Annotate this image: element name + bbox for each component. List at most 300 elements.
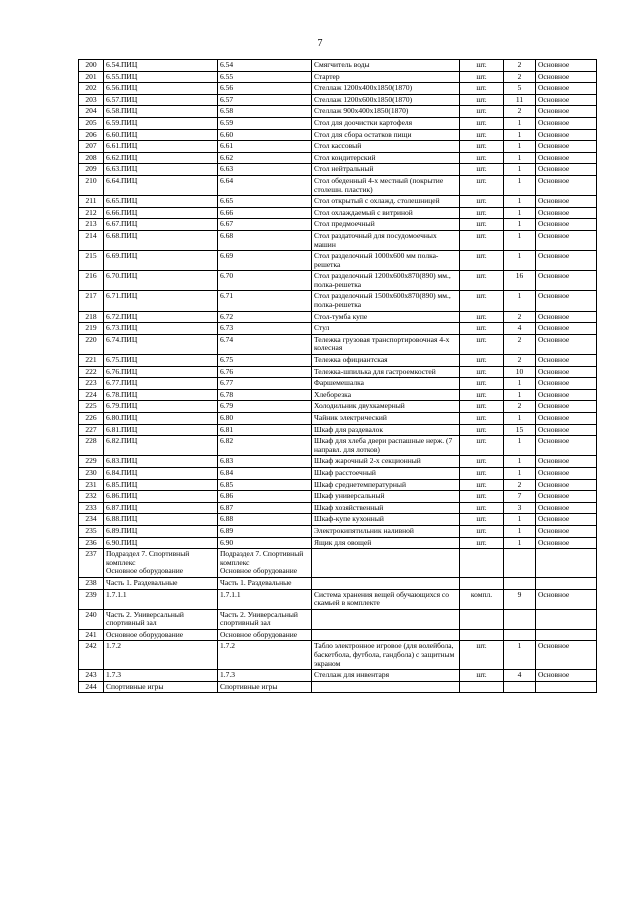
item-reference: 6.83: [218, 456, 312, 468]
item-reference: 6.57: [218, 94, 312, 106]
item-type: Основное: [536, 413, 597, 425]
item-name: Чайник электрический: [312, 413, 460, 425]
item-unit: шт.: [460, 311, 504, 323]
row-number: 215: [79, 251, 104, 271]
item-code: 6.73.ПИЦ: [104, 323, 218, 335]
item-code: 6.69.ПИЦ: [104, 251, 218, 271]
item-name: Тележка-шпилька для гастроемкостей: [312, 366, 460, 378]
item-code: 6.56.ПИЦ: [104, 83, 218, 95]
item-reference: 6.89: [218, 525, 312, 537]
item-quantity: 1: [504, 141, 536, 153]
table-row: [79, 641, 597, 670]
row-number: 214: [79, 230, 104, 250]
item-code: 6.84.ПИЦ: [104, 467, 218, 479]
item-reference: 6.70: [218, 271, 312, 291]
item-quantity: 4: [504, 670, 536, 682]
item-quantity: 1: [504, 219, 536, 231]
item-quantity: 3: [504, 502, 536, 514]
item-reference: 6.82: [218, 436, 312, 456]
row-number: 207: [79, 141, 104, 153]
row-number: 204: [79, 106, 104, 118]
table-row: [79, 207, 597, 219]
item-name: Шкаф жарочный 2-х секционный: [312, 456, 460, 468]
item-code: 6.68.ПИЦ: [104, 230, 218, 250]
row-number: 244: [79, 681, 104, 693]
item-name: Шкаф-купе кухонный: [312, 514, 460, 526]
item-type: Основное: [536, 491, 597, 503]
item-type: Основное: [536, 355, 597, 367]
item-reference: 6.80: [218, 413, 312, 425]
item-name: Стеллаж 1200х600х1850(1870): [312, 94, 460, 106]
table-row: [79, 549, 597, 578]
table-row: [79, 141, 597, 153]
item-unit: шт.: [460, 175, 504, 195]
row-number: 232: [79, 491, 104, 503]
item-code: 6.64.ПИЦ: [104, 175, 218, 195]
item-name: Стол открытый с охлажд. столешницей: [312, 196, 460, 208]
item-name: Холодильник двухкамерный: [312, 401, 460, 413]
item-quantity: 9: [504, 589, 536, 609]
item-name: Стеллаж для инвентаря: [312, 670, 460, 682]
item-quantity: 1: [504, 152, 536, 164]
item-name: Шкаф для раздевалок: [312, 424, 460, 436]
item-unit: шт.: [460, 94, 504, 106]
item-name: Тележка грузовая транспортировочная 4-х колесная: [312, 334, 460, 354]
item-code: 6.62.ПИЦ: [104, 152, 218, 164]
row-number: 208: [79, 152, 104, 164]
item-type: Основное: [536, 129, 597, 141]
item-name: Стол раздаточный для посудомоечных машин: [312, 230, 460, 250]
item-reference: 6.55: [218, 71, 312, 83]
item-reference: Подраздел 7. Спортивный комплекс Основное оборудование: [218, 549, 312, 578]
item-reference: 6.63: [218, 164, 312, 176]
table-row: [79, 71, 597, 83]
item-quantity: 1: [504, 456, 536, 468]
item-unit: шт.: [460, 401, 504, 413]
item-code: 6.61.ПИЦ: [104, 141, 218, 153]
item-code: 6.57.ПИЦ: [104, 94, 218, 106]
item-name: Стол нейтральный: [312, 164, 460, 176]
item-type: Основное: [536, 537, 597, 549]
item-quantity: 1: [504, 514, 536, 526]
row-number: 222: [79, 366, 104, 378]
item-type: Основное: [536, 175, 597, 195]
table-row: [79, 670, 597, 682]
item-reference: Спортивные игры: [218, 681, 312, 693]
item-reference: 6.56: [218, 83, 312, 95]
item-reference: 6.58: [218, 106, 312, 118]
item-name: Стол для доочистки картофеля: [312, 117, 460, 129]
item-name: Стол разделочный 1000х600 мм полка-решетка: [312, 251, 460, 271]
item-quantity: 2: [504, 334, 536, 354]
table-row: [79, 271, 597, 291]
item-reference: 6.74: [218, 334, 312, 354]
item-reference: 1.7.2: [218, 641, 312, 670]
item-quantity: 1: [504, 413, 536, 425]
item-reference: 6.84: [218, 467, 312, 479]
item-reference: 6.54: [218, 60, 312, 72]
table-row: [79, 355, 597, 367]
row-number: 206: [79, 129, 104, 141]
item-reference: 6.88: [218, 514, 312, 526]
item-unit: шт.: [460, 129, 504, 141]
table-row: [79, 323, 597, 335]
table-row: [79, 164, 597, 176]
row-number: 241: [79, 629, 104, 641]
item-name: Смягчитель воды: [312, 60, 460, 72]
item-unit: [460, 549, 504, 578]
item-type: [536, 681, 597, 693]
table-row: [79, 60, 597, 72]
row-number: 203: [79, 94, 104, 106]
item-unit: шт.: [460, 378, 504, 390]
row-number: 239: [79, 589, 104, 609]
item-type: Основное: [536, 141, 597, 153]
item-name: Стол предмоечный: [312, 219, 460, 231]
item-quantity: 1: [504, 436, 536, 456]
item-code: 6.55.ПИЦ: [104, 71, 218, 83]
item-unit: шт.: [460, 456, 504, 468]
item-type: Основное: [536, 196, 597, 208]
item-type: Основное: [536, 164, 597, 176]
item-unit: шт.: [460, 251, 504, 271]
item-code: 6.78.ПИЦ: [104, 389, 218, 401]
item-type: Основное: [536, 589, 597, 609]
item-quantity: 1: [504, 378, 536, 390]
row-number: 243: [79, 670, 104, 682]
item-quantity: 2: [504, 401, 536, 413]
item-name: Шкаф среднетемпературный: [312, 479, 460, 491]
item-reference: 6.85: [218, 479, 312, 491]
item-name: Табло электронное игровое (для волейбола, баскетбола, футбола, гандбола) с защитным экраном: [312, 641, 460, 670]
item-reference: Основное оборудование: [218, 629, 312, 641]
item-unit: шт.: [460, 141, 504, 153]
item-name: Стол кассовый: [312, 141, 460, 153]
item-code: Основное оборудование: [104, 629, 218, 641]
item-unit: [460, 609, 504, 629]
item-quantity: 4: [504, 323, 536, 335]
row-number: 242: [79, 641, 104, 670]
item-name: Шкаф универсальный: [312, 491, 460, 503]
table-row: [79, 502, 597, 514]
table-row: [79, 514, 597, 526]
item-quantity: [504, 549, 536, 578]
item-unit: шт.: [460, 164, 504, 176]
item-code: 6.54.ПИЦ: [104, 60, 218, 72]
item-quantity: 1: [504, 251, 536, 271]
table-row: [79, 219, 597, 231]
equipment-table: [78, 59, 597, 693]
item-quantity: 1: [504, 230, 536, 250]
item-reference: 6.87: [218, 502, 312, 514]
item-unit: шт.: [460, 291, 504, 311]
item-type: Основное: [536, 514, 597, 526]
row-number: 230: [79, 467, 104, 479]
item-quantity: 2: [504, 479, 536, 491]
item-code: 6.63.ПИЦ: [104, 164, 218, 176]
item-name: Стол для сбора остатков пищи: [312, 129, 460, 141]
item-quantity: 7: [504, 491, 536, 503]
item-code: Спортивные игры: [104, 681, 218, 693]
row-number: 233: [79, 502, 104, 514]
item-reference: 6.86: [218, 491, 312, 503]
table-row: [79, 401, 597, 413]
item-name: Шкаф для хлеба двери распашные нерж. (7 направл. для лотков): [312, 436, 460, 456]
item-type: Основное: [536, 641, 597, 670]
item-code: 6.67.ПИЦ: [104, 219, 218, 231]
table-row: [79, 129, 597, 141]
item-unit: шт.: [460, 355, 504, 367]
table-row: [79, 424, 597, 436]
item-reference: 6.64: [218, 175, 312, 195]
item-type: Основное: [536, 389, 597, 401]
item-unit: шт.: [460, 491, 504, 503]
item-quantity: 1: [504, 389, 536, 401]
table-row: [79, 117, 597, 129]
item-quantity: 16: [504, 271, 536, 291]
item-code: 6.58.ПИЦ: [104, 106, 218, 118]
item-reference: 6.60: [218, 129, 312, 141]
item-unit: шт.: [460, 230, 504, 250]
item-quantity: 2: [504, 71, 536, 83]
row-number: 237: [79, 549, 104, 578]
row-number: 201: [79, 71, 104, 83]
item-code: 6.75.ПИЦ: [104, 355, 218, 367]
row-number: 220: [79, 334, 104, 354]
item-quantity: 5: [504, 83, 536, 95]
item-unit: шт.: [460, 219, 504, 231]
item-reference: 6.68: [218, 230, 312, 250]
item-quantity: 1: [504, 164, 536, 176]
row-number: 209: [79, 164, 104, 176]
item-reference: 6.76: [218, 366, 312, 378]
item-type: Основное: [536, 323, 597, 335]
item-unit: шт.: [460, 502, 504, 514]
item-unit: шт.: [460, 413, 504, 425]
item-code: 6.74.ПИЦ: [104, 334, 218, 354]
item-name: Стеллаж 900х400х1850(1870): [312, 106, 460, 118]
item-reference: 1.7.1.1: [218, 589, 312, 609]
item-unit: шт.: [460, 424, 504, 436]
item-code: 6.65.ПИЦ: [104, 196, 218, 208]
item-reference: 6.59: [218, 117, 312, 129]
row-number: 236: [79, 537, 104, 549]
item-unit: шт.: [460, 537, 504, 549]
item-unit: шт.: [460, 334, 504, 354]
item-type: Основное: [536, 436, 597, 456]
item-unit: [460, 629, 504, 641]
item-type: Основное: [536, 60, 597, 72]
row-number: 200: [79, 60, 104, 72]
table-row: [79, 436, 597, 456]
item-type: Основное: [536, 94, 597, 106]
item-name: Система хранения вещей обучающихся со скамьей в комплекте: [312, 589, 460, 609]
item-type: Основное: [536, 424, 597, 436]
item-type: Основное: [536, 152, 597, 164]
table-row: [79, 83, 597, 95]
item-type: Основное: [536, 502, 597, 514]
item-unit: шт.: [460, 152, 504, 164]
item-unit: шт.: [460, 436, 504, 456]
item-unit: шт.: [460, 467, 504, 479]
item-reference: Часть 1. Раздевальные: [218, 577, 312, 589]
item-type: [536, 609, 597, 629]
item-quantity: 1: [504, 175, 536, 195]
table-row: [79, 152, 597, 164]
item-name: Шкаф расстоечный: [312, 467, 460, 479]
item-code: 6.66.ПИЦ: [104, 207, 218, 219]
item-unit: шт.: [460, 106, 504, 118]
item-type: Основное: [536, 366, 597, 378]
item-code: 6.86.ПИЦ: [104, 491, 218, 503]
item-code: 6.76.ПИЦ: [104, 366, 218, 378]
item-code: 6.70.ПИЦ: [104, 271, 218, 291]
item-code: 6.80.ПИЦ: [104, 413, 218, 425]
item-quantity: 2: [504, 311, 536, 323]
item-name: Ящик для овощей: [312, 537, 460, 549]
item-reference: 6.65: [218, 196, 312, 208]
item-reference: 6.69: [218, 251, 312, 271]
row-number: 229: [79, 456, 104, 468]
item-quantity: 1: [504, 641, 536, 670]
item-unit: шт.: [460, 366, 504, 378]
item-code: Часть 1. Раздевальные: [104, 577, 218, 589]
item-quantity: 2: [504, 106, 536, 118]
item-quantity: [504, 681, 536, 693]
item-unit: [460, 577, 504, 589]
item-name: Фаршемешалка: [312, 378, 460, 390]
item-reference: 6.73: [218, 323, 312, 335]
item-quantity: 1: [504, 129, 536, 141]
item-type: [536, 549, 597, 578]
row-number: 224: [79, 389, 104, 401]
item-type: Основное: [536, 670, 597, 682]
item-reference: 6.78: [218, 389, 312, 401]
item-unit: шт.: [460, 271, 504, 291]
row-number: 213: [79, 219, 104, 231]
table-row: [79, 175, 597, 195]
item-code: 6.88.ПИЦ: [104, 514, 218, 526]
item-name: Стол-тумба купе: [312, 311, 460, 323]
item-quantity: 10: [504, 366, 536, 378]
item-name: Электрокипятильник наливной: [312, 525, 460, 537]
item-code: 6.59.ПИЦ: [104, 117, 218, 129]
table-row: [79, 251, 597, 271]
item-quantity: 1: [504, 207, 536, 219]
item-unit: шт.: [460, 323, 504, 335]
item-unit: шт.: [460, 641, 504, 670]
item-reference: 6.67: [218, 219, 312, 231]
item-name: Стул: [312, 323, 460, 335]
item-unit: шт.: [460, 83, 504, 95]
item-unit: шт.: [460, 514, 504, 526]
item-reference: 6.61: [218, 141, 312, 153]
item-unit: шт.: [460, 117, 504, 129]
row-number: 231: [79, 479, 104, 491]
item-unit: шт.: [460, 60, 504, 72]
item-unit: шт.: [460, 525, 504, 537]
row-number: 210: [79, 175, 104, 195]
item-type: Основное: [536, 456, 597, 468]
item-name: Тележка официантская: [312, 355, 460, 367]
item-type: Основное: [536, 378, 597, 390]
item-type: Основное: [536, 467, 597, 479]
item-type: Основное: [536, 207, 597, 219]
row-number: 221: [79, 355, 104, 367]
item-code: 6.71.ПИЦ: [104, 291, 218, 311]
row-number: 216: [79, 271, 104, 291]
item-name: Стеллаж 1200х400х1850(1870): [312, 83, 460, 95]
item-name: Стол разделочный 1500х600х870(890) мм., полка-решетка: [312, 291, 460, 311]
item-quantity: [504, 609, 536, 629]
table-row: [79, 106, 597, 118]
item-reference: 6.90: [218, 537, 312, 549]
item-type: Основное: [536, 230, 597, 250]
item-unit: шт.: [460, 670, 504, 682]
table-row: [79, 378, 597, 390]
item-quantity: [504, 577, 536, 589]
item-unit: компл.: [460, 589, 504, 609]
item-quantity: 2: [504, 355, 536, 367]
row-number: 228: [79, 436, 104, 456]
page-number: 7: [317, 38, 323, 49]
item-code: 6.60.ПИЦ: [104, 129, 218, 141]
item-name: Стартер: [312, 71, 460, 83]
row-number: 205: [79, 117, 104, 129]
item-name: Шкаф хозяйственный: [312, 502, 460, 514]
item-unit: шт.: [460, 207, 504, 219]
table-row: [79, 230, 597, 250]
row-number: 234: [79, 514, 104, 526]
table-row: [79, 467, 597, 479]
table-row: [79, 537, 597, 549]
item-unit: шт.: [460, 389, 504, 401]
item-type: Основное: [536, 219, 597, 231]
item-type: Основное: [536, 251, 597, 271]
table-row: [79, 413, 597, 425]
item-code: 6.89.ПИЦ: [104, 525, 218, 537]
row-number: 235: [79, 525, 104, 537]
item-reference: 6.71: [218, 291, 312, 311]
item-name: [312, 629, 460, 641]
item-unit: шт.: [460, 71, 504, 83]
item-code: 1.7.3: [104, 670, 218, 682]
item-reference: 1.7.3: [218, 670, 312, 682]
row-number: 223: [79, 378, 104, 390]
item-quantity: 15: [504, 424, 536, 436]
item-name: Стол кондитерский: [312, 152, 460, 164]
row-number: 212: [79, 207, 104, 219]
row-number: 219: [79, 323, 104, 335]
row-number: 238: [79, 577, 104, 589]
item-type: Основное: [536, 291, 597, 311]
item-reference: Часть 2. Универсальный спортивный зал: [218, 609, 312, 629]
table-row: [79, 609, 597, 629]
item-type: Основное: [536, 479, 597, 491]
item-name: Стол обеденный 4-х местный (покрытие столешн. пластик): [312, 175, 460, 195]
item-reference: 6.72: [218, 311, 312, 323]
item-name: Стол разделочный 1200х600х870(890) мм., полка-решетка: [312, 271, 460, 291]
item-code: 6.85.ПИЦ: [104, 479, 218, 491]
row-number: 217: [79, 291, 104, 311]
item-name: Стол охлаждаемый с витриной: [312, 207, 460, 219]
item-code: 6.82.ПИЦ: [104, 436, 218, 456]
item-name: [312, 681, 460, 693]
table-row: [79, 589, 597, 609]
item-type: Основное: [536, 106, 597, 118]
item-reference: 6.75: [218, 355, 312, 367]
item-type: [536, 577, 597, 589]
